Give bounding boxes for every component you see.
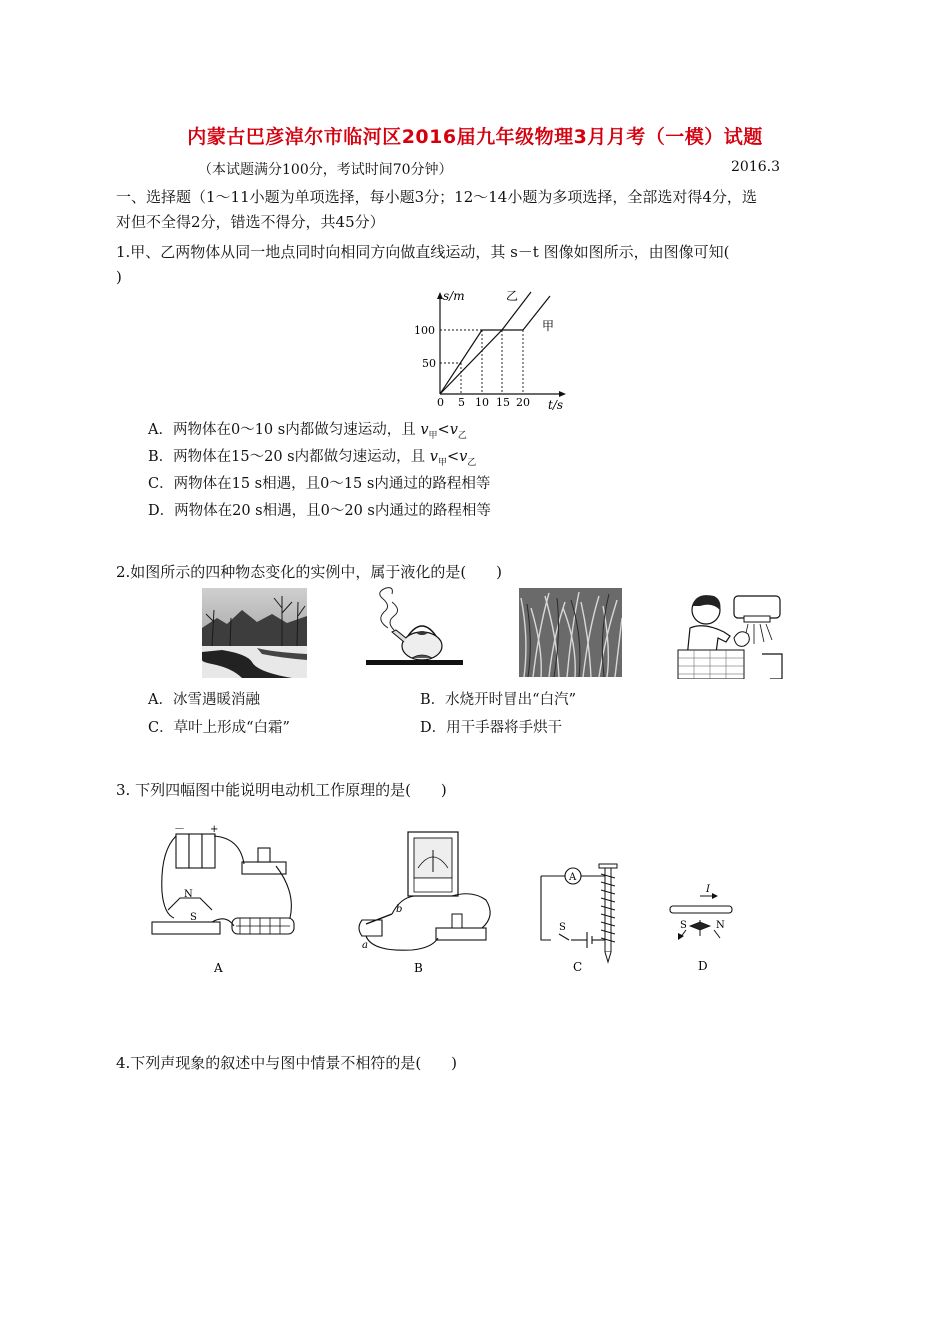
magnet-s-label: S: [190, 912, 197, 923]
exam-info: （本试题满分100分，考试时间70分钟）: [198, 162, 453, 178]
needle-n-label: N: [716, 920, 725, 931]
guide-lines: [440, 330, 523, 394]
section-heading-line2: 对但不全得2分，错选不得分，共45分）: [116, 213, 385, 231]
q1-s-t-graph: [410, 286, 570, 411]
y-tick-100: 100: [414, 324, 435, 337]
wire-b-label: b: [396, 904, 403, 915]
y-tick-50: 50: [422, 357, 436, 370]
q2-stem: 2.如图所示的四种物态变化的实例中，属于液化的是( ): [116, 563, 503, 581]
battery-plus-label: +: [210, 824, 219, 835]
line-label-jia: 甲: [542, 319, 555, 333]
ammeter-label: A: [569, 872, 577, 883]
x-tick-20: 20: [516, 396, 530, 409]
page-title: 内蒙古巴彦淖尔市临河区2016届九年级物理3月月考（一模）试题: [187, 126, 763, 148]
q1-option-a: A．两物体在0～10 s内都做匀速运动，且 $v_甲<v_乙$: [148, 422, 467, 441]
line-jia: [440, 296, 550, 394]
switch-s-label: S: [559, 922, 566, 933]
x-axis-arrow: [559, 391, 566, 397]
q3-stem: 3. 下列四幅图中能说明电动机工作原理的是( ): [116, 781, 447, 799]
q3-figure-d: [660, 856, 750, 978]
q3-label-b: B: [414, 961, 423, 975]
q2-option-b: B．水烧开时冒出“白汽”: [420, 692, 576, 708]
battery-minus-label: －: [174, 822, 185, 835]
q1-stem: 1.甲、乙两物体从同一地点同时向相同方向做直线运动，其 s－t 图像如图所示，由图像可知(: [116, 243, 730, 261]
q3-label-d: D: [698, 959, 708, 973]
q4-stem: 4.下列声现象的叙述中与图中情景不相符的是( ): [116, 1054, 458, 1072]
q2-option-a: A．冰雪遇暖消融: [148, 692, 260, 708]
q3-label-c: C: [573, 960, 583, 974]
q1-option-c: C．两物体在15 s相遇，且0～15 s内通过的路程相等: [148, 476, 491, 492]
q2-photo-kettle-steam: [366, 586, 463, 678]
q2-option-c: C．草叶上形成“白霜”: [148, 720, 290, 736]
q3-figure-c: [535, 858, 635, 978]
q1-option-b: B．两物体在15～20 s内都做匀速运动，且 $v_甲<v_乙$: [148, 449, 477, 468]
q1-stem-end: ): [116, 268, 122, 286]
q2-option-d: D．用干手器将手烘干: [420, 720, 563, 736]
x-tick-5: 5: [458, 396, 465, 409]
x-tick-0: 0: [437, 396, 444, 409]
x-axis-label: t/s: [548, 398, 564, 411]
q1-option-d: D．两物体在20 s相遇，且0～20 s内通过的路程相等: [148, 503, 491, 519]
q2-photo-melting-snow: [202, 588, 307, 678]
x-tick-10: 10: [475, 396, 489, 409]
y-axis-label: s/m: [443, 289, 465, 303]
exam-date: 2016.3: [731, 159, 780, 175]
wire-a-label: a: [362, 940, 368, 951]
needle-s-label: S: [680, 920, 687, 931]
x-tick-15: 15: [496, 396, 510, 409]
magnet-n-label: N: [184, 889, 193, 900]
current-i-label: I: [706, 884, 710, 895]
q3-label-a: A: [214, 961, 223, 975]
line-label-yi: 乙: [506, 289, 519, 303]
q3-figure-b: [352, 828, 502, 978]
section-heading-line1: 一、选择题（1～11小题为单项选择，每小题3分；12～14小题为多项选择，全部选对得4分，选: [116, 188, 757, 206]
line-yi: [440, 292, 531, 394]
q3-figure-a: [150, 822, 300, 982]
q2-photo-hand-dryer: [674, 588, 784, 679]
q2-photo-frost-grass: [519, 588, 622, 677]
